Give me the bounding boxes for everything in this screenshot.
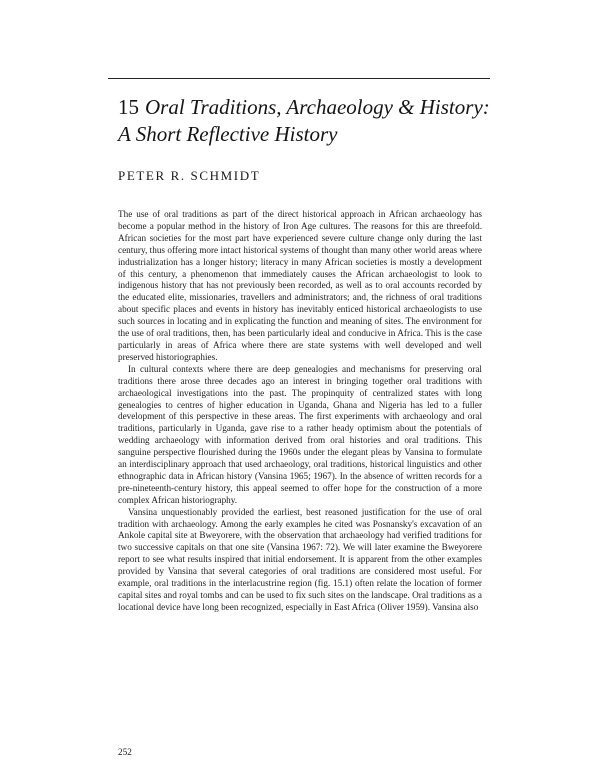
top-rule [108, 78, 490, 79]
author-name: PETER R. SCHMIDT [118, 168, 261, 183]
chapter-number: 15 [118, 95, 139, 119]
chapter-title-line-1: Oral Traditions, Archaeology & History: [145, 95, 490, 119]
chapter-title [118, 94, 498, 148]
chapter-title-line-2: A Short Reflective History [118, 122, 338, 146]
paragraph-3: Vansina unquestionably provided the earliest, best reasoned justification for the use of oral tradition with archaeology. Among the early examples he cited was Posnansky's excavation of an Ankole capital site at Bweyorere, with the observation that archaeology had verified traditions for two successive capitals on that one site (Vansina 1967: 72). We will later examine the Bweyorere report to see what results inspired that initial endorsement. It is apparent from the other examples provided by Vansina that several categories of oral traditions are considered most useful. For example, oral traditions in the interlacustrine region (fig. 15.1) often relate the location of former capital sites and royal tombs and can be used to fix such sites on the landscape. Oral traditions as a locational device have long been recognized, especially in East Africa (Oliver 1959). Vansina also [118, 506, 482, 612]
body-text [118, 209, 482, 614]
paragraph-1: The use of oral traditions as part of the direct historical approach in African archaeology has become a popular method in the history of Iron Age cultures. The reasons for this are threefold. African societies for the most part have experienced severe culture change only during the last century, thus offering more intact historical systems of thought than many other world areas where industrialization has a longer history; literacy in many African societies is mostly a development of this century, a phenomenon that immediately causes the African archaeologist to look to indigenous history that has not previously been recorded, as well as to oral accounts recorded by the educated elite, missionaries, travellers and administrators; and, the richness of oral traditions about specific places and events in history has inevitably enticed historical archaeologists to use such sources in locating and in explicating the function and meaning of sites. The environment for the use of oral traditions, then, has been particularly ideal and conducive in Africa. This is the case particularly in areas of Africa where there are state systems with well developed and well preserved historiographies. [118, 209, 482, 362]
page-number: 252 [118, 747, 132, 757]
paragraph-2: In cultural contexts where there are deep genealogies and mechanisms for preserving oral traditions there arose three decades ago an interest in bringing together oral traditions with archaeological investigations into the past. The propinquity of centralized states with long genealogies to centres of higher education in Uganda, Ghana and Nigeria has led to a fuller development of this perspective in these areas. The first experiments with archaeology and oral traditions, particularly in Uganda, gave rise to a rather heady optimism about the potentials of wedding archaeology with information derived from oral histories and oral traditions. This sanguine perspective flourished during the 1960s under the elegant pleas by Vansina to formulate an interdisciplinary approach that used archaeology, oral traditions, historical linguistics and other ethnographic data in African history (Vansina 1965; 1967). In the absence of written records for a pre-nineteenth-century history, this appeal seemed to offer hope for the construction of a more complex African historiography. [118, 363, 482, 505]
